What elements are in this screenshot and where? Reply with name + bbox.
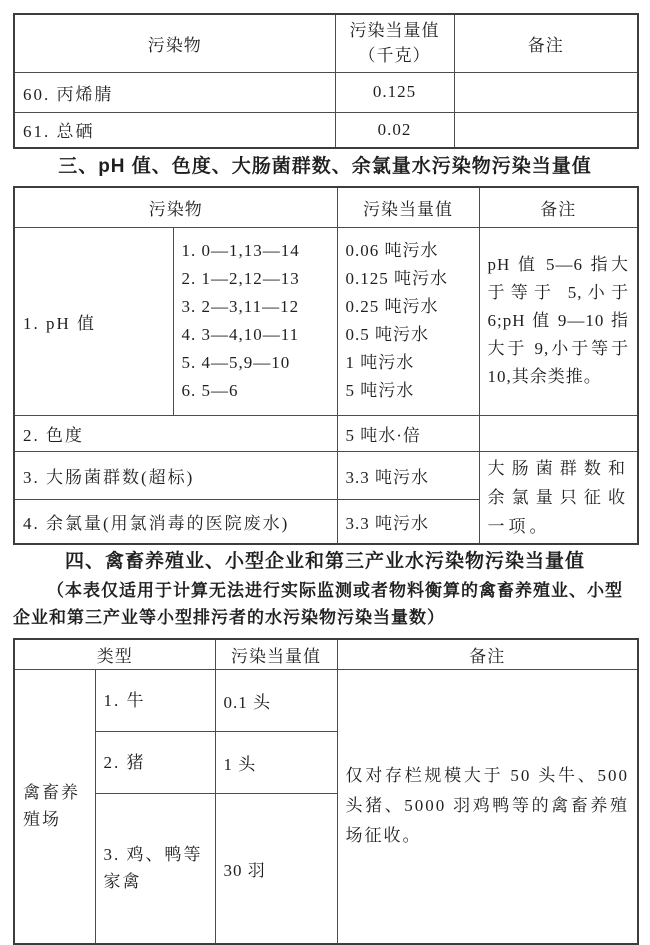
ph-equivalent-item: 0.06 吨污水 [346,237,471,265]
livestock-equivalent-table [13,638,639,945]
ph-row-note: pH 值 5—6 指大于等于 5,小于 6;pH 值 9—10 指大于 9,小于等于 10,其余类推。 [479,227,638,415]
table-row [14,112,638,148]
ph-range-item: 4. 3—4,10—11 [182,321,329,349]
pollutant-name: 60. 丙烯腈 [14,72,335,112]
section-four-subtitle: （本表仅适用于计算无法进行实际监测或者物料衡算的禽畜养殖业、小型企业和第三产业等小型排污者的水污染物污染当量数） [13,577,637,631]
pollutant-name: 3. 大肠菌群数(超标) [14,451,337,499]
pollutant-name: 61. 总硒 [14,112,335,148]
pollutant-note [454,112,638,148]
pollutant-note [479,415,638,451]
animal-value: 30 羽 [215,793,337,944]
ph-range-item: 1. 0—1,13—14 [182,237,329,265]
table-row [14,669,638,731]
ph-chroma-coliform-table [13,186,639,545]
animal-type: 1. 牛 [95,669,215,731]
ph-value-row [14,227,638,415]
header-note: 备注 [479,187,638,227]
ph-equivalent-item: 1 吨污水 [346,349,471,377]
ph-row-name: 1. pH 值 [14,227,173,415]
header-equivalent-value: 污染当量值 [215,639,337,670]
pollutant-name: 4. 余氯量(用氯消毒的医院废水) [14,499,337,543]
header-equivalent-value-kg [335,14,454,72]
header-pollutant: 污染物 [14,14,335,72]
ph-equivalent-item: 5 吨污水 [346,377,471,405]
coliform-chlorine-note: 大肠菌群数和余氯量只征收一项。 [479,451,638,544]
pollutant-value: 3.3 吨污水 [337,451,479,499]
ph-range-item: 6. 5—6 [182,377,329,405]
table-row [14,72,638,112]
ph-equivalent-list [337,227,479,415]
ph-equivalent-item: 0.5 吨污水 [346,321,471,349]
animal-value: 0.1 头 [215,669,337,731]
ph-equivalent-item: 0.25 吨污水 [346,293,471,321]
header-equivalent-line1: 污染当量值 [344,18,446,43]
animal-type: 3. 鸡、鸭等家禽 [95,793,215,944]
header-equivalent-line2: （千克） [344,43,446,68]
ph-range-item: 3. 2—3,11—12 [182,293,329,321]
animal-type: 2. 猪 [95,731,215,793]
header-note: 备注 [337,639,638,670]
livestock-note: 仅对存栏规模大于 50 头牛、500 头猪、5000 羽鸡鸭等的禽畜养殖场征收。 [337,669,638,944]
animal-value: 1 头 [215,731,337,793]
pollutant-value: 0.125 [335,72,454,112]
pollutant-value: 3.3 吨污水 [337,499,479,543]
table-header-row [14,14,638,72]
section-four-title: 四、禽畜养殖业、小型企业和第三产业水污染物污染当量值 [13,549,637,575]
table-row [14,451,638,499]
ph-range-item: 5. 4—5,9—10 [182,349,329,377]
pollutant-note [454,72,638,112]
ph-range-list [173,227,337,415]
pollutant-value: 5 吨水·倍 [337,415,479,451]
header-pollutant: 污染物 [14,187,337,227]
header-equivalent-value: 污染当量值 [337,187,479,227]
section-three-title: 三、pH 值、色度、大肠菌群数、余氯量水污染物污染当量值 [13,154,637,180]
ph-equivalent-item: 0.125 吨污水 [346,265,471,293]
pollutant-value: 0.02 [335,112,454,148]
pollutant-equivalent-table-kg [13,13,639,149]
table-header-row [14,187,638,227]
livestock-farm-group-label: 禽畜养殖场 [14,669,95,944]
header-type: 类型 [14,639,215,670]
header-note: 备注 [454,14,638,72]
table-row [14,415,638,451]
ph-range-item: 2. 1—2,12—13 [182,265,329,293]
table-header-row [14,639,638,670]
pollutant-name: 2. 色度 [14,415,337,451]
